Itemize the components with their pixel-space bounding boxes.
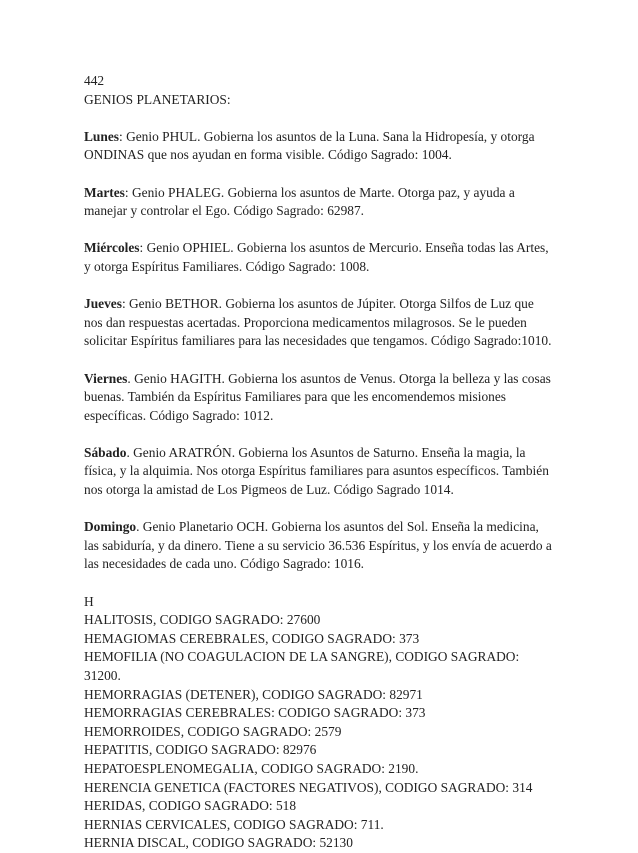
day-name: Viernes	[84, 370, 128, 386]
sacred-code-entries	[84, 611, 554, 853]
page-content	[84, 72, 554, 853]
entry-line: HEMORRAGIAS (DETENER), CODIGO SAGRADO: 82971	[84, 686, 423, 702]
day-separator: :	[118, 128, 127, 144]
entry-line: HEMORROIDES, CODIGO SAGRADO: 2579	[84, 723, 342, 739]
genie-paragraph	[84, 184, 554, 221]
day-name: Martes	[84, 184, 125, 200]
genie-description: Genio BETHOR. Gobierna los asuntos de Júpiter. Otorga Silfos de Luz que nos dan respuestas acertadas. Proporciona medicamentos milagrosos. Se le pueden solicitar Espíritus familiares para las necesidades que tengamos. Código Sagrado:1010.	[84, 296, 552, 349]
genie-paragraph	[84, 370, 554, 426]
genie-paragraph	[84, 518, 554, 574]
entry-line: HALITOSIS, CODIGO SAGRADO: 27600	[84, 612, 321, 628]
planetary-genies-list	[84, 109, 554, 574]
day-name: Domingo	[84, 519, 137, 535]
day-name: Lunes	[84, 128, 119, 144]
section-heading: GENIOS PLANETARIOS:	[84, 91, 231, 107]
genie-paragraph	[84, 239, 554, 276]
spacer	[84, 277, 554, 296]
index-letter: H	[84, 593, 94, 609]
entry-line: HERNIA DISCAL, CODIGO SAGRADO: 52130	[84, 835, 353, 851]
spacer	[84, 425, 554, 444]
entry-line: HERENCIA GENETICA (FACTORES NEGATIVOS), CODIGO SAGRADO: 314	[84, 779, 533, 795]
genie-description: Genio PHALEG. Gobierna los asuntos de Marte. Otorga paz, y ayuda a manejar y controlar el Ego. Código Sagrado: 62987.	[84, 184, 515, 219]
entry-line: HERNIAS CERVICALES, CODIGO SAGRADO: 711.	[84, 816, 384, 832]
day-separator: .	[136, 519, 143, 535]
genie-paragraph	[84, 295, 554, 351]
genie-description: Genio OPHIEL. Gobierna los asuntos de Mercurio. Enseña todas las Artes, y otorga Espíritus Familiares. Código Sagrado: 1008.	[84, 240, 549, 274]
genie-description: Genio PHUL. Gobierna los asuntos de la Luna. Sana la Hidropesía, y otorga ONDINAS que nos ayudan en forma visible. Código Sagrado: 1004.	[84, 128, 535, 163]
day-name: Sábado	[84, 444, 127, 460]
day-separator: .	[127, 370, 135, 386]
entry-line: HEMORRAGIAS CEREBRALES: CODIGO SAGRADO: 373	[84, 705, 426, 721]
entry-line: HEMOFILIA (NO COAGULACION DE LA SANGRE), CODIGO SAGRADO:	[84, 649, 520, 665]
spacer	[84, 221, 554, 240]
genie-description: Genio HAGITH. Gobierna los asuntos de Venus. Otorga la belleza y las cosas buenas. También da Espíritus Familiares para que les encomendemos misiones específicas. Código Sagrado: 1012.	[84, 370, 551, 423]
entry-line: HEPATOESPLENOMEGALIA, CODIGO SAGRADO: 2190.	[84, 760, 419, 776]
day-name: Jueves	[84, 296, 122, 312]
spacer	[84, 500, 554, 519]
day-separator: :	[121, 296, 130, 312]
spacer	[84, 351, 554, 370]
spacer	[84, 574, 554, 593]
day-separator: .	[126, 444, 134, 460]
entry-line: HEMAGIOMAS CEREBRALES, CODIGO SAGRADO: 373	[84, 630, 420, 646]
page-number: 442	[84, 73, 105, 88]
day-separator: :	[124, 184, 132, 200]
genie-description: Genio Planetario OCH. Gobierna los asuntos del Sol. Enseña la medicina, las sabiduría, y da dinero. Tiene a su servicio 36.536 Espíritus, y los envía de acuerdo a las necesidades de cada uno. Código Sagrado: 1016.	[84, 519, 552, 572]
day-name: Miércoles	[84, 240, 140, 256]
entry-line: HERIDAS, CODIGO SAGRADO: 518	[84, 798, 297, 814]
entry-line: 31200.	[84, 668, 121, 683]
genie-paragraph	[84, 128, 554, 165]
genie-paragraph	[84, 444, 554, 500]
spacer	[84, 165, 554, 184]
spacer	[84, 109, 554, 128]
day-separator: :	[139, 240, 147, 256]
genie-description: Genio ARATRÓN. Gobierna los Asuntos de Saturno. Enseña la magia, la física, y la alquimia. Nos otorga Espíritus familiares para asuntos específicos. También nos otorga la amistad de Los Pigmeos de Luz. Código Sagrado 1014.	[84, 444, 549, 498]
entry-line: HEPATITIS, CODIGO SAGRADO: 82976	[84, 742, 317, 758]
